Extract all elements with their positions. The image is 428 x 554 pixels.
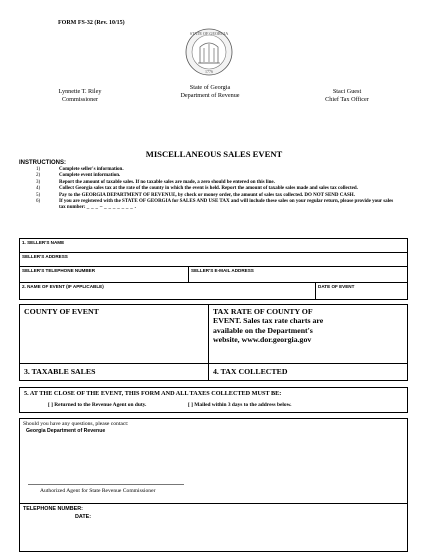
svg-text:1776: 1776 — [205, 69, 213, 74]
event-date-field[interactable]: DATE OF EVENT — [318, 284, 355, 289]
instruction-item: 2) Complete event information. — [36, 173, 121, 179]
form-code: FORM FS-32 (Rev. 10/15) — [58, 20, 125, 26]
officer-title: Chief Tax Officer — [325, 96, 369, 103]
signature-line — [28, 484, 184, 485]
instructions-heading: INSTRUCTIONS: — [19, 160, 66, 166]
state-name: State of Georgia — [189, 84, 231, 91]
instruction-item: 3) Report the amount of taxable sales. If no taxable sales are made, a zero should be entered on this line. — [36, 179, 275, 185]
contact-box — [19, 418, 408, 552]
officer-name: Staci Guest — [332, 88, 362, 95]
commissioner-name: Lynnette T. Riley — [58, 88, 102, 95]
date-field[interactable]: DATE: — [75, 514, 92, 520]
instruction-item: 1) Complete seller's information. — [36, 167, 124, 172]
seller-address-field[interactable]: SELLER'S ADDRESS — [22, 254, 68, 259]
event-name-field[interactable]: 2. NAME OF EVENT (IF APPLICABLE) — [22, 284, 104, 289]
tax-rate-field[interactable]: TAX RATE OF COUNTY OF EVENT. Sales tax rate charts are available on the Department's website, www.dor.georgia.gov — [213, 307, 324, 345]
commissioner-block — [40, 88, 120, 104]
form-title: MISCELLANEOUS SALES EVENT — [145, 149, 283, 159]
county-of-event-field[interactable]: COUNTY OF EVENT — [24, 307, 99, 316]
instruction-item: 4) Collect Georgia sales tax at the rate of the county in which the event is held. Report the amount of taxable sales made and sales tax collected. — [36, 186, 358, 192]
agent-signature-label: Authorized Agent for State Revenue Commissioner — [40, 488, 156, 494]
tax-collected-field[interactable]: 4. TAX COLLECTED — [213, 367, 288, 376]
department-name: Department of Revenue — [180, 92, 240, 99]
instruction-item: 5) Pay to the GEORGIA DEPARTMENT OF REVENUE, by check or money order, the amount of sales tax collected. DO NOT SEND CASH. — [36, 192, 355, 198]
sales-tax-number-field[interactable]: _ _ _ – _ _ _ _ _ _ _ . — [86, 205, 137, 211]
section5-heading: 5. AT THE CLOSE OF THE EVENT, THIS FORM AND ALL TAXES COLLECTED MUST BE: — [24, 390, 282, 397]
department-block — [160, 84, 260, 100]
chief-tax-officer-block — [302, 88, 392, 104]
state-seal-logo — [180, 27, 238, 77]
seller-phone-field[interactable]: SELLER'S TELEPHONE NUMBER — [22, 268, 96, 273]
returned-to-agent-checkbox[interactable]: [ ] Returned to the Revenue Agent on duty. — [48, 402, 147, 408]
instruction-item: 6) If you are registered with the STATE OF GEORGIA for SALES AND USE TAX and will include these sales on your regular return, please provide your sales tax number: _ _ _ – _ _ _ _ _ _ _ . — [36, 199, 394, 211]
contact-intro: Should you have any questions, please contact: — [23, 421, 129, 427]
seller-name-field[interactable]: 1. SELLER'S NAME — [22, 240, 65, 245]
svg-text:STATE OF GEORGIA: STATE OF GEORGIA — [189, 31, 229, 36]
contact-org: Georgia Department of Revenue — [26, 428, 106, 434]
telephone-number-field[interactable]: TELEPHONE NUMBER: — [23, 506, 83, 512]
instructions-list — [36, 167, 396, 212]
taxable-sales-field[interactable]: 3. TAXABLE SALES — [24, 367, 96, 376]
seller-email-field[interactable]: SELLER'S E-MAIL ADDRESS — [191, 268, 254, 273]
mailed-checkbox[interactable]: [ ] Mailed within 3 days to the address below. — [188, 402, 292, 408]
commissioner-title: Commissioner — [61, 96, 99, 103]
